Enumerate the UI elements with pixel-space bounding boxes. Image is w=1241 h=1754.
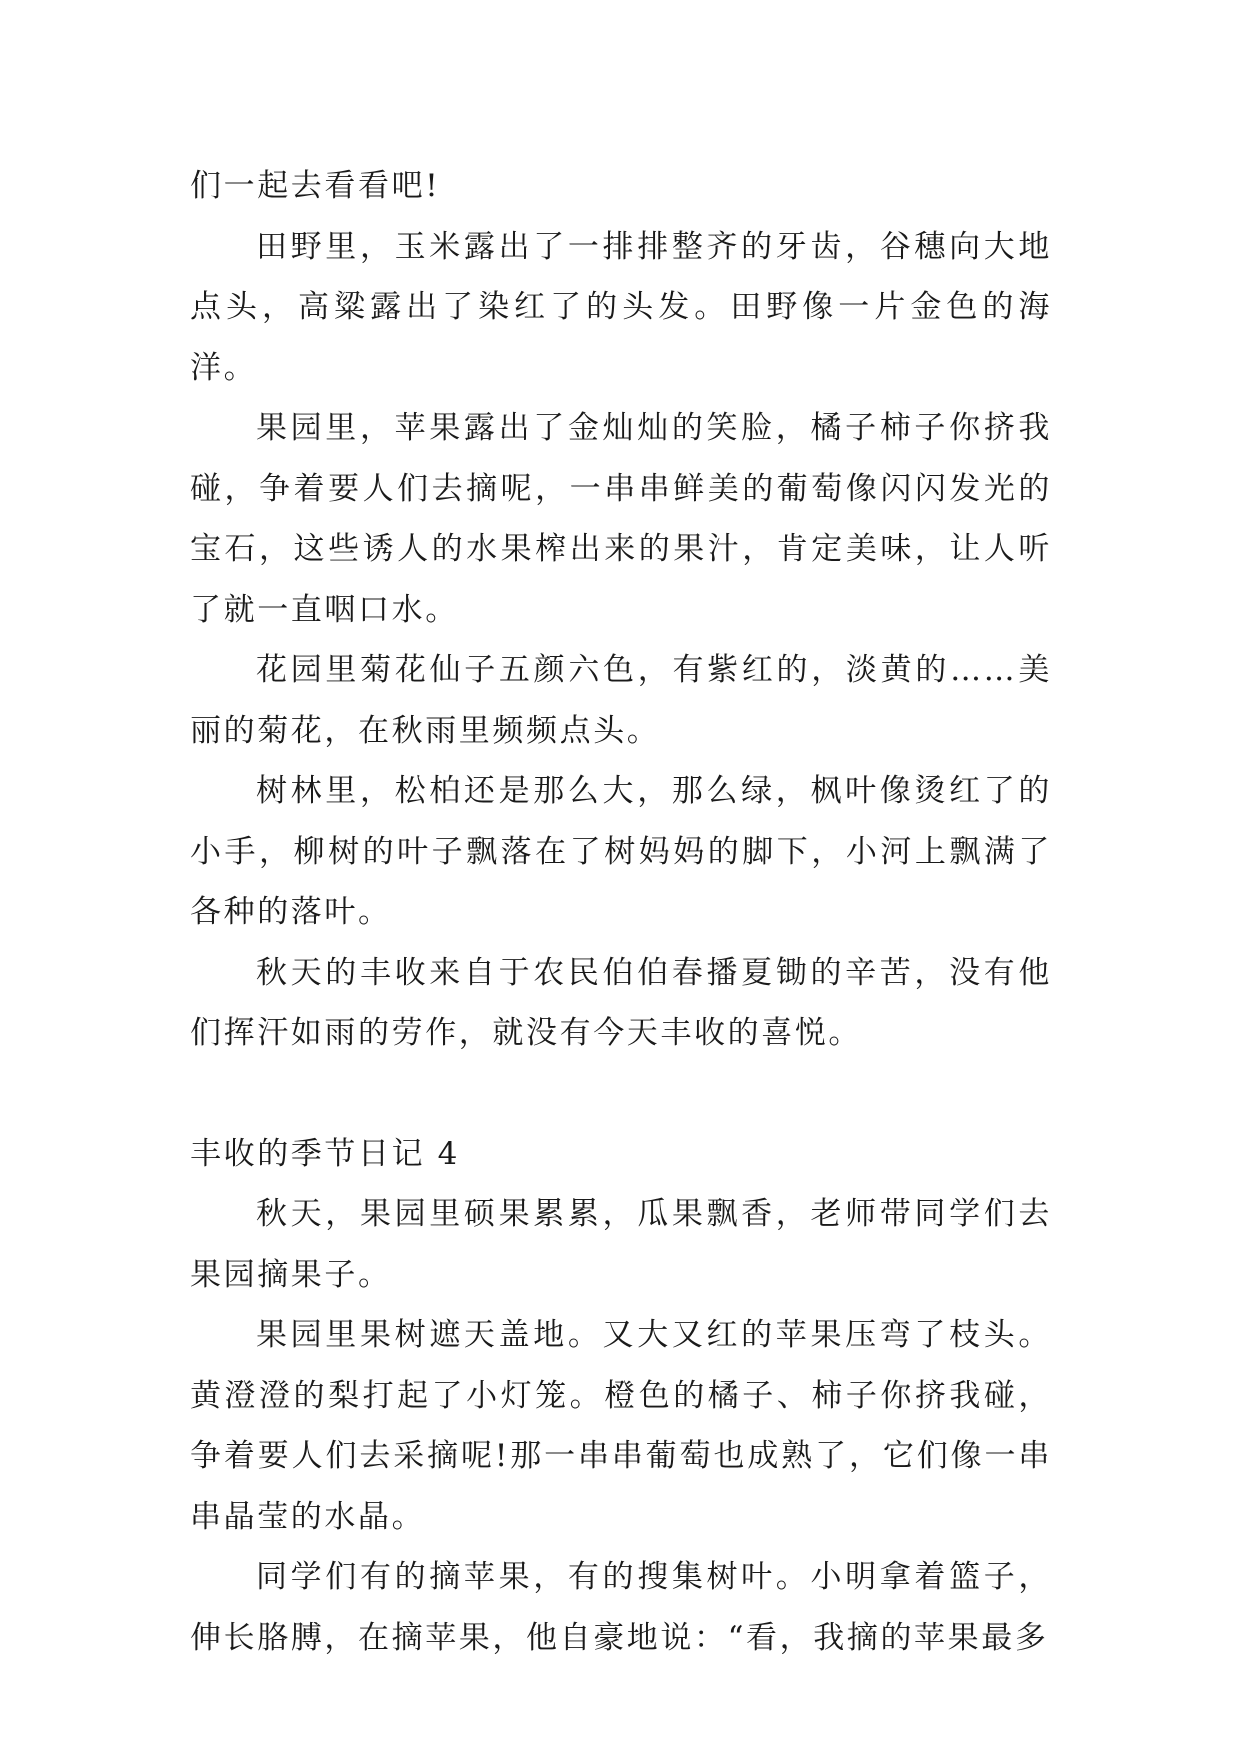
paragraph-woods: 树林里，松柏还是那么大，那么绿，枫叶像烫红了的小手，柳树的叶子飘落在了树妈妈的脚下，小河上飘满了各种的落叶。 [190, 773, 1052, 930]
paragraph-fields: 田野里，玉米露出了一排排整齐的牙齿，谷穗向大地点头，高粱露出了染红了的头发。田野像一片金色的海洋。 [190, 228, 1052, 386]
paragraph-orchard: 果园里，苹果露出了金灿灿的笑脸，橘子柿子你挤我碰，争着要人们去摘呢，一串串鲜美的葡萄像闪闪发光的宝石，这些诱人的水果榨出来的果汁，肯定美味，让人听了就一直咽口水。 [190, 410, 1052, 628]
paragraph-continued: 们一起去看看吧! [190, 168, 441, 204]
section-title: 丰收的季节日记 4 [190, 1135, 460, 1172]
paragraph-garden: 花园里菊花仙子五颜六色，有紫红的，淡黄的……美丽的菊花，在秋雨里频频点头。 [190, 652, 1052, 749]
document-body [190, 156, 1052, 1668]
paragraph-harvest-conclusion: 秋天的丰收来自于农民伯伯春播夏锄的辛苦，没有他们挥汗如雨的劳作，就没有今天丰收的喜悦。 [190, 954, 1052, 1051]
paragraph-autumn-orchard-trip: 秋天，果园里硕果累累，瓜果飘香，老师带同学们去果园摘果子。 [190, 1196, 1052, 1293]
paragraph-students-picking: 同学们有的摘苹果，有的搜集树叶。小明拿着篮子，伸长胳膊，在摘苹果，他自豪地说：“看，我摘的苹果最多 [190, 1559, 1052, 1656]
paragraph-orchard-trees: 果园里果树遮天盖地。又大又红的苹果压弯了枝头。黄澄澄的梨打起了小灯笼。橙色的橘子、柿子你挤我碰，争着要人们去采摘呢!那一串串葡萄也成熟了，它们像一串串晶莹的水晶。 [190, 1317, 1052, 1535]
